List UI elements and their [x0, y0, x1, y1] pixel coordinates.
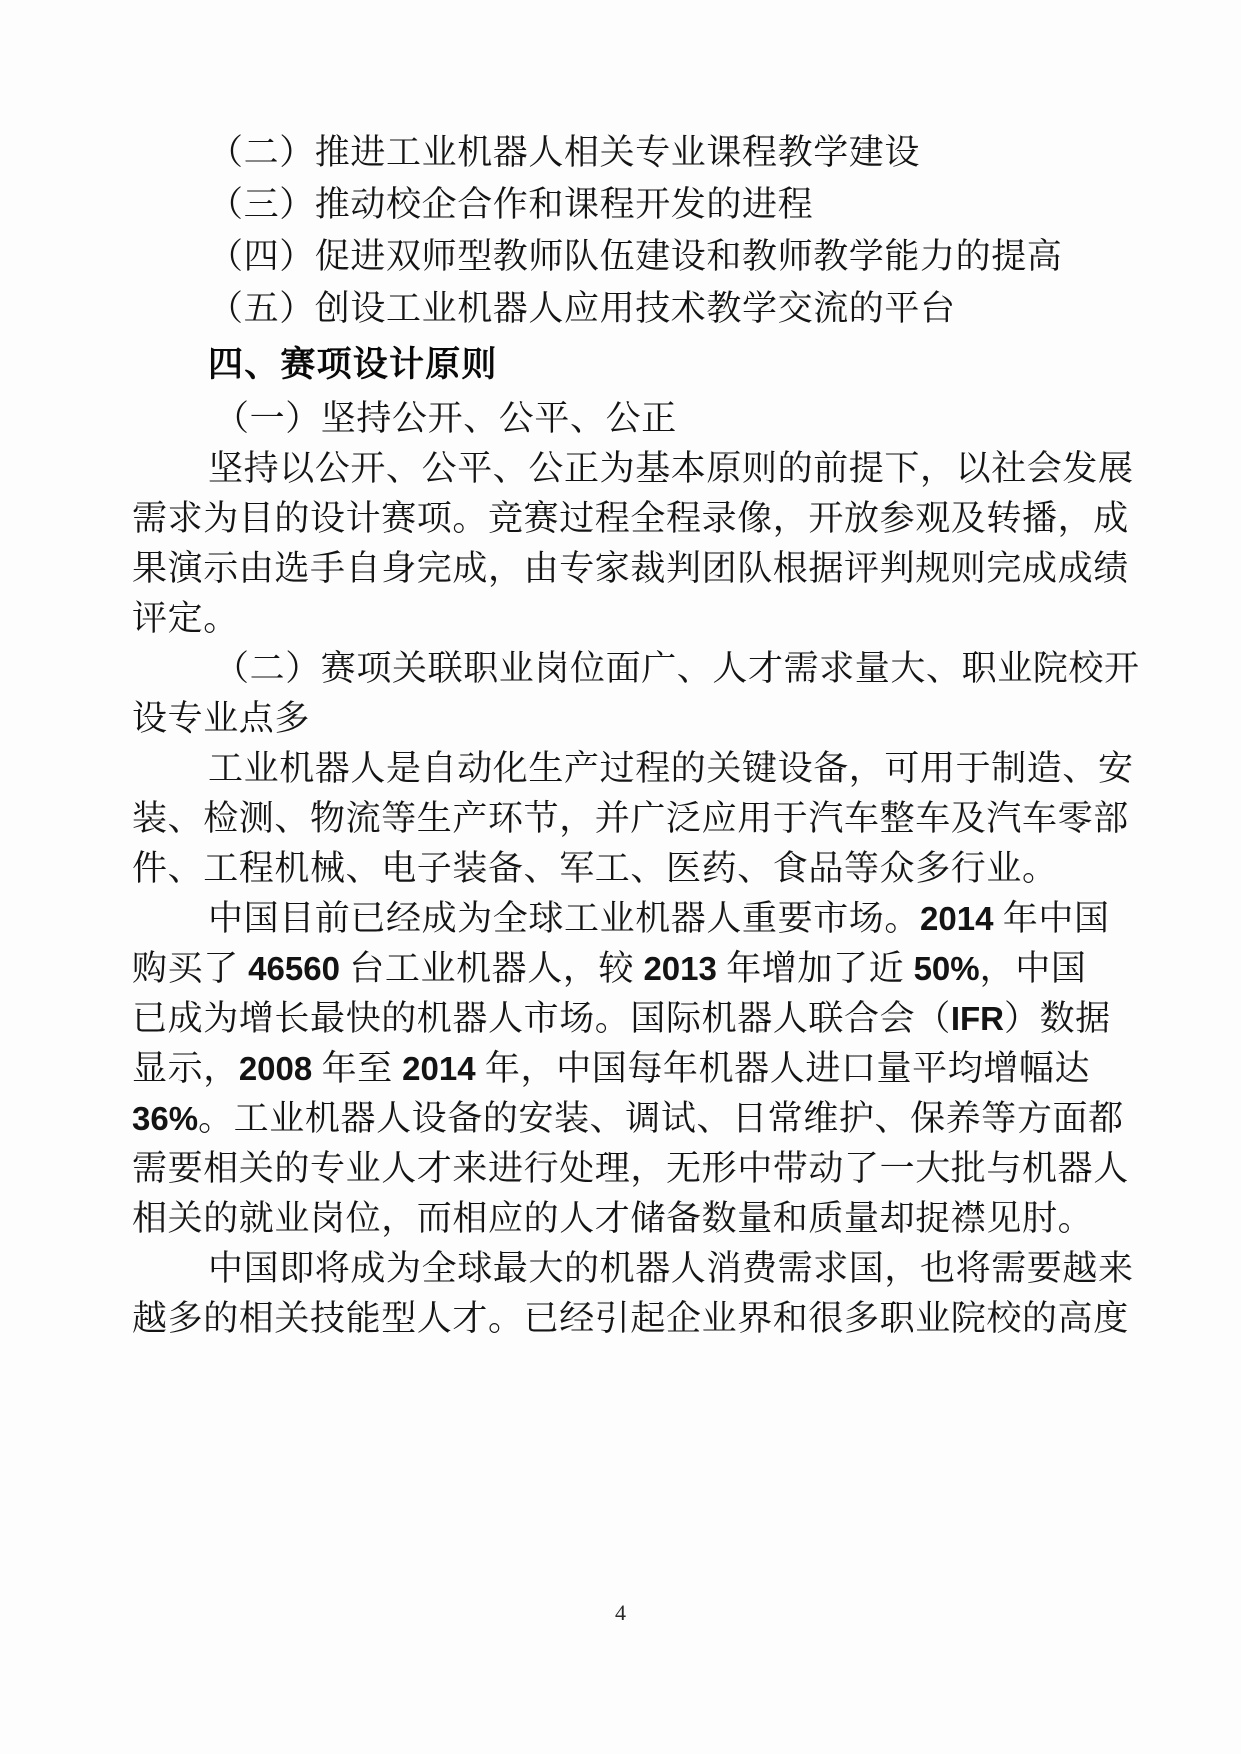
inline-text: 。工业机器人设备的安装、调试、日常维护、保养等方面都 — [198, 1099, 1124, 1138]
inline-text: 台工业机器人，较 — [339, 949, 644, 988]
paragraph-line: 坚持以公开、公平、公正为基本原则的前提下，以社会发展 — [208, 449, 1134, 488]
inline-text: 年，中国每年机器人进口量平均增幅达 — [475, 1049, 1091, 1088]
sub-heading-line: （二）赛项关联职业岗位面广、人才需求量大、职业院校开 — [214, 649, 1140, 688]
sub-heading-one: （一）坚持公开、公平、公正 — [214, 399, 677, 438]
paragraph-line: 中国即将成为全球最大的机器人消费需求国，也将需要越来 — [208, 1249, 1134, 1288]
inline-figure: 2008 — [238, 1050, 313, 1087]
paragraph-line: 评定。 — [132, 599, 239, 638]
paragraph-line — [132, 994, 1111, 1044]
list-item: （四）促进双师型教师队伍建设和教师教学能力的提高 — [208, 237, 1063, 276]
inline-text: ，中国 — [979, 949, 1087, 988]
sub-heading-line: 设专业点多 — [132, 699, 311, 738]
paragraph-line — [132, 1194, 1094, 1244]
inline-text: ）数据 — [1003, 999, 1111, 1038]
list-item: （三）推动校企合作和课程开发的进程 — [208, 185, 814, 224]
paragraph-line: 件、工程机械、电子装备、军工、医药、食品等众多行业。 — [132, 849, 1058, 888]
inline-text: 年中国 — [993, 899, 1110, 938]
paragraph-line — [132, 894, 1110, 944]
paragraph-line — [132, 1094, 1124, 1144]
inline-text: 已成为增长最快的机器人市场。国际机器人联合会（ — [132, 999, 951, 1038]
inline-figure: 2014 — [402, 1050, 476, 1087]
paragraph-line — [132, 1044, 1091, 1094]
list-item: （二）推进工业机器人相关专业课程教学建设 — [208, 133, 921, 172]
sub-heading-two — [132, 644, 1140, 744]
inline-text: 需要相关的专业人才来进行处理，无形中带动了一大批与机器人 — [132, 1149, 1129, 1188]
list-item: （五）创设工业机器人应用技术教学交流的平台 — [208, 289, 956, 328]
paragraph-line: 越多的相关技能型人才。已经引起企业界和很多职业院校的高度 — [132, 1299, 1129, 1338]
inline-text: 购买了 — [132, 949, 249, 988]
inline-text: 相关的就业岗位，而相应的人才储备数量和质量却捉襟见肘。 — [132, 1199, 1094, 1238]
inline-figure: 2014 — [920, 900, 994, 937]
paragraph-line — [132, 944, 1087, 994]
paragraph-four — [132, 1244, 1134, 1344]
paragraph-three — [132, 894, 1129, 1244]
inline-figure: 50% — [913, 950, 980, 987]
page-number: 4 — [615, 1600, 626, 1625]
paragraph-two — [132, 744, 1134, 894]
section-heading: 四、赛项设计原则 — [208, 345, 498, 384]
paragraph-line: 工业机器人是自动化生产过程的关键设备，可用于制造、安 — [208, 749, 1134, 788]
inline-text: 中国目前已经成为全球工业机器人重要市场。 — [208, 899, 921, 938]
paragraph-line — [132, 1144, 1129, 1194]
paragraph-line: 装、检测、物流等生产环节，并广泛应用于汽车整车及汽车零部 — [132, 799, 1129, 838]
paragraph-line: 果演示由选手自身完成，由专家裁判团队根据评判规则完成成绩 — [132, 549, 1129, 588]
inline-figure: 36% — [132, 1100, 199, 1137]
page-content — [132, 128, 1140, 1344]
inline-text: 显示， — [132, 1049, 239, 1088]
inline-text: 年至 — [312, 1049, 403, 1088]
objectives-list — [132, 128, 1063, 334]
inline-figure: 2013 — [643, 950, 717, 987]
inline-figure: 46560 — [248, 950, 340, 987]
inline-text: 年增加了近 — [716, 949, 914, 988]
inline-figure: IFR — [950, 1000, 1004, 1037]
paragraph-line: 需求为目的设计赛项。竞赛过程全程录像，开放参观及转播，成 — [132, 499, 1129, 538]
paragraph-one — [132, 444, 1134, 644]
